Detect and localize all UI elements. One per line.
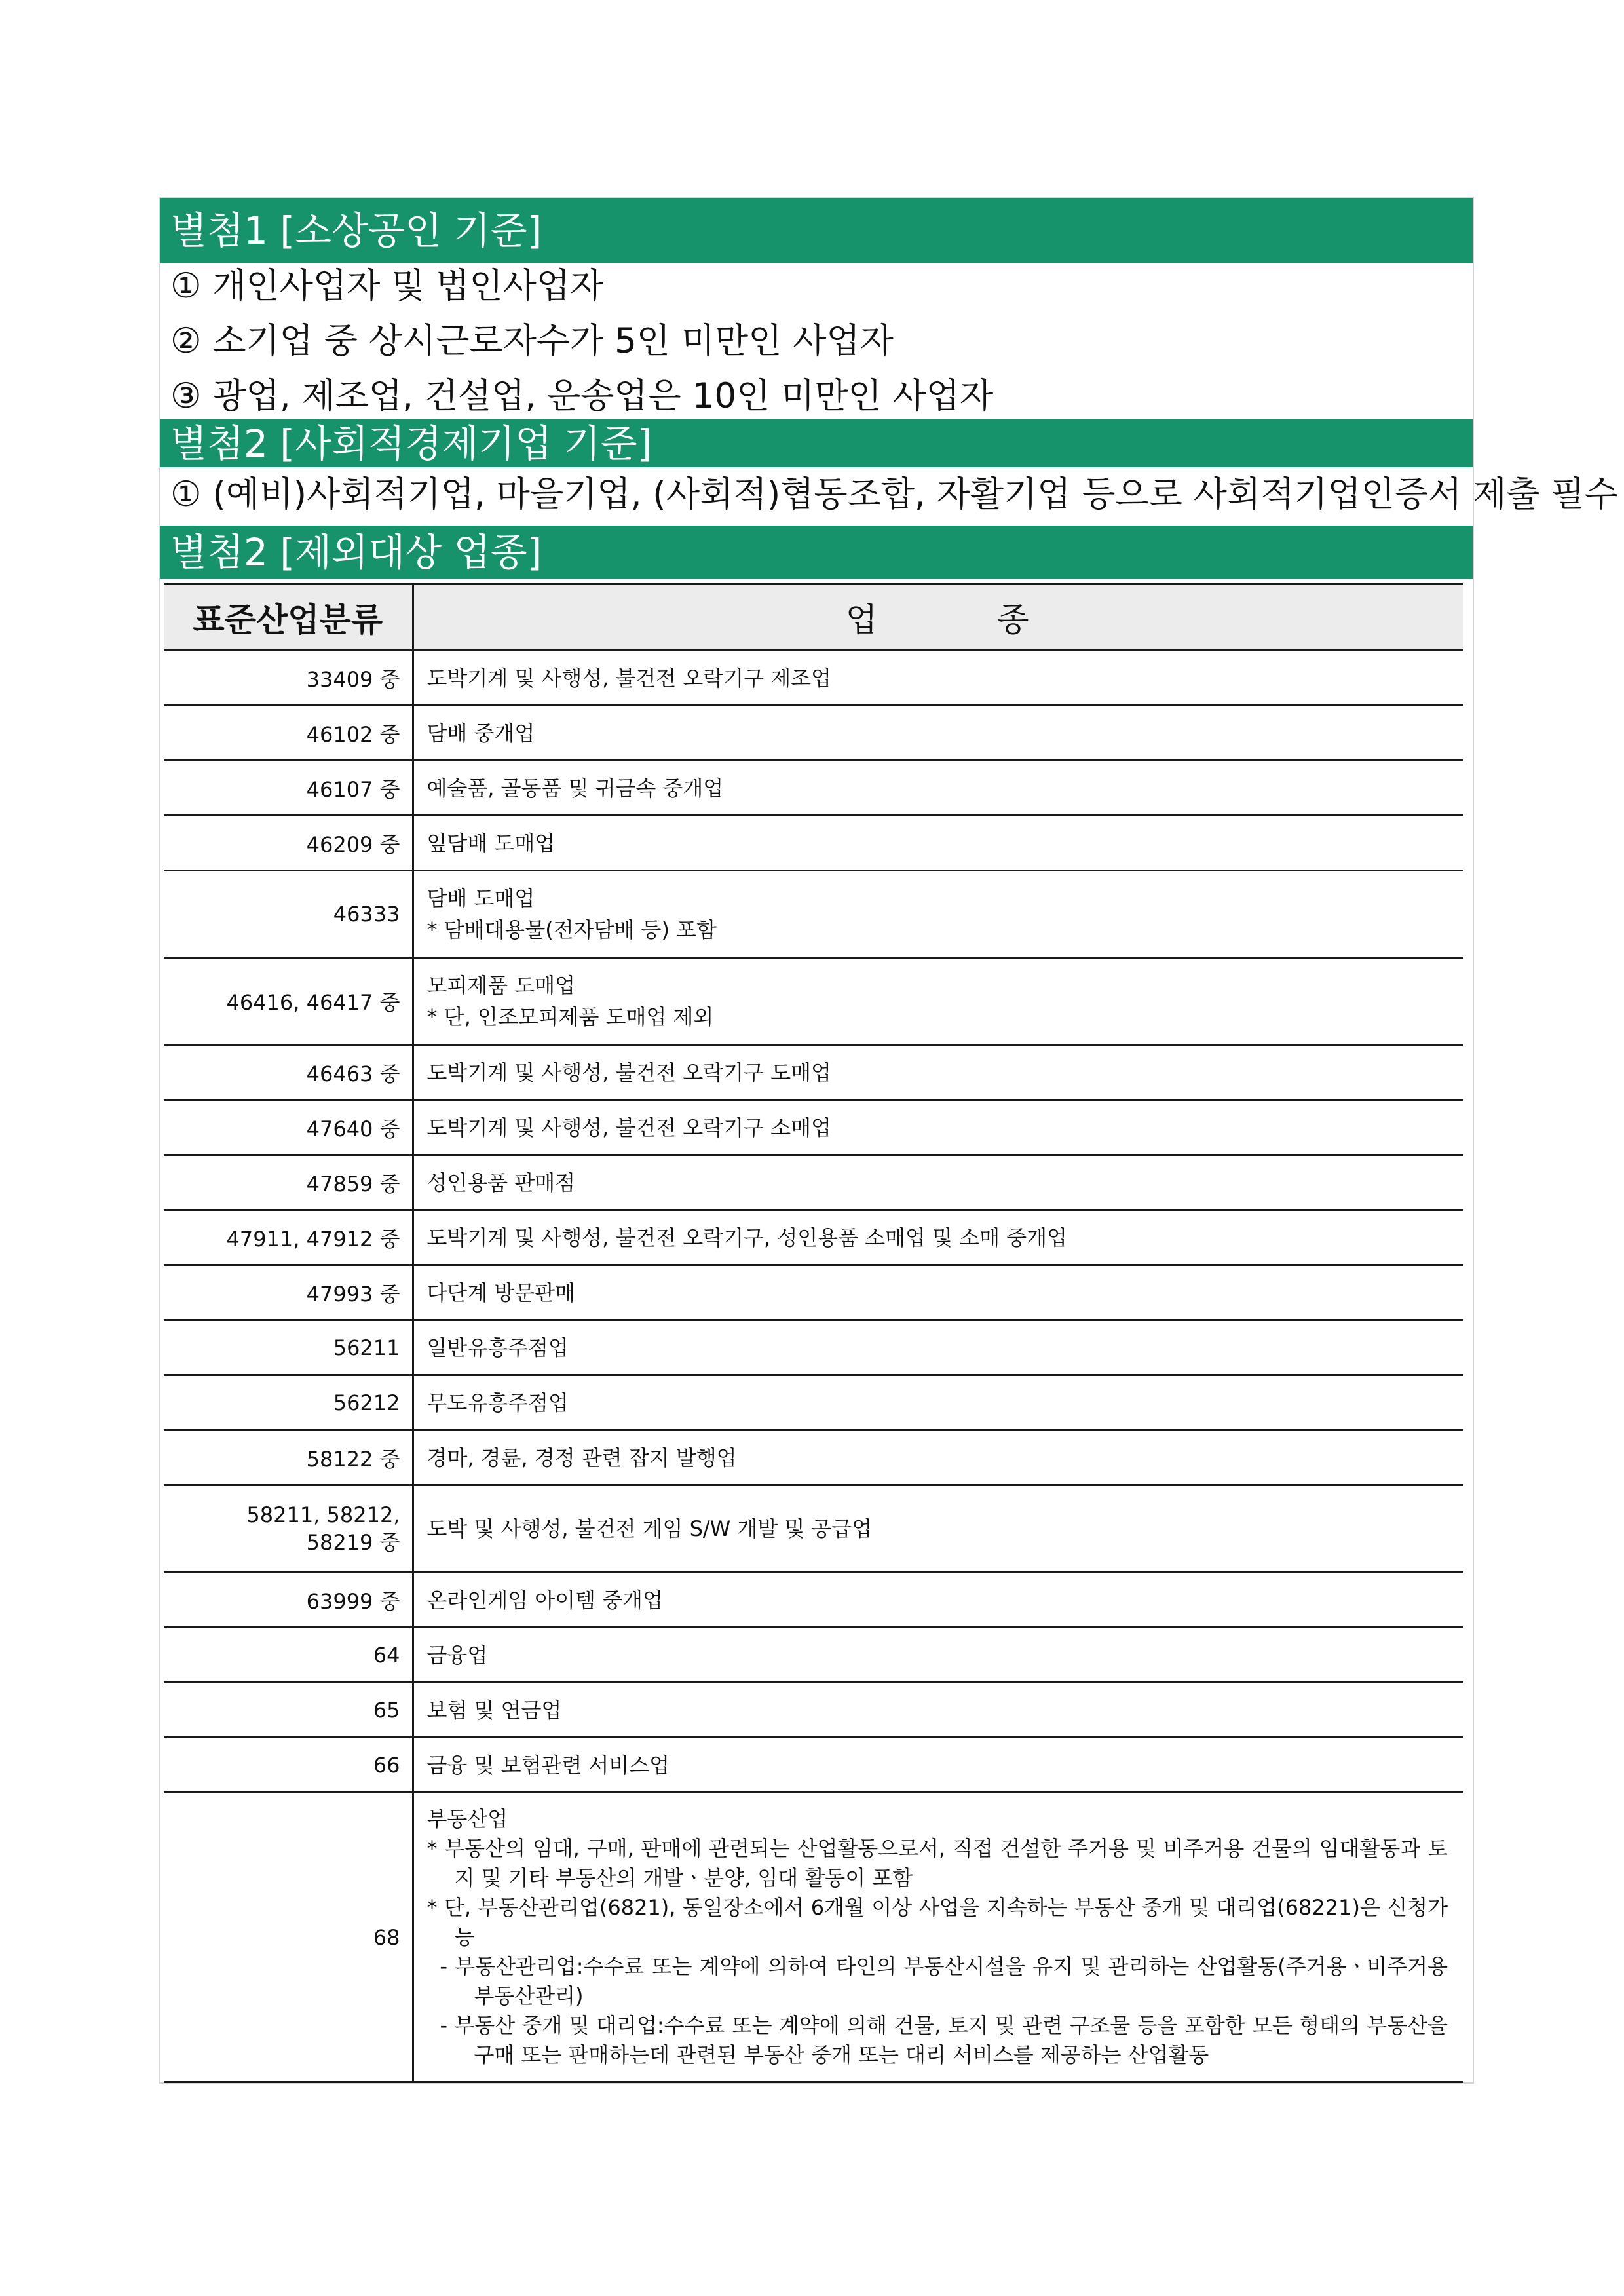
header-classification: 표준산업분류 xyxy=(164,584,413,651)
industry-description xyxy=(413,871,1463,958)
description-text: 도박 및 사행성, 불건전 게임 S/W 개발 및 공급업 xyxy=(426,1516,873,1541)
section2-item-1: ① (예비)사회적기업, 마을기업, (사회적)협동조합, 자활기업 등으로 사회적기업인증서 제출 필수 xyxy=(170,474,1618,514)
description-note: * 부동산의 임대, 구매, 판매에 관련되는 산업활동으로서, 직접 건설한 주거용 및 비주거용 건물의 임대활동과 토지 및 기타 부동산의 개발ㆍ분양, 임대 활동이 포함 xyxy=(426,1836,1448,1890)
table-row xyxy=(164,1265,1463,1320)
industry-code: 68 xyxy=(164,1793,413,2082)
industry-code: 63999 중 xyxy=(164,1573,413,1628)
description-text: 다단계 방문판매 xyxy=(426,1280,576,1305)
table-row xyxy=(164,1430,1463,1485)
industry-code: 46102 중 xyxy=(164,706,413,761)
section1-item-2: ② 소기업 중 상시근로자수가 5인 미만인 사업자 xyxy=(170,321,894,361)
table-row xyxy=(164,1683,1463,1738)
industry-code: 66 xyxy=(164,1738,413,1793)
table-row xyxy=(164,1375,1463,1430)
industry-description xyxy=(413,1793,1463,2082)
industry-description xyxy=(413,958,1463,1045)
header-industry: 업 종 xyxy=(413,584,1463,651)
industry-code: 65 xyxy=(164,1683,413,1738)
table-row xyxy=(164,1573,1463,1628)
table-row xyxy=(164,1628,1463,1683)
industry-description xyxy=(413,1320,1463,1375)
table-row xyxy=(164,651,1463,706)
table-row xyxy=(164,1738,1463,1793)
industry-code: 47993 중 xyxy=(164,1265,413,1320)
industry-description xyxy=(413,1430,1463,1485)
excluded-industries-table xyxy=(164,583,1463,2083)
description-note: * 단, 인조모피제품 도매업 제외 xyxy=(426,1004,714,1029)
industry-description xyxy=(413,1683,1463,1738)
table-body xyxy=(164,651,1463,2082)
description-text: 도박기계 및 사행성, 불건전 오락기구 소매업 xyxy=(426,1115,831,1140)
industry-description xyxy=(413,816,1463,871)
industry-description xyxy=(413,1738,1463,1793)
description-text: 금융 및 보험관련 서비스업 xyxy=(426,1752,670,1778)
industry-code: 47859 중 xyxy=(164,1155,413,1210)
description-text: 도박기계 및 사행성, 불건전 오락기구 제조업 xyxy=(426,665,831,691)
description-text: 경마, 경륜, 경정 관련 잡지 발행업 xyxy=(426,1445,737,1470)
description-text: 금융업 xyxy=(426,1642,488,1668)
description-text: 도박기계 및 사행성, 불건전 오락기구 도매업 xyxy=(426,1060,831,1085)
industry-description xyxy=(413,1045,1463,1100)
industry-code: 46463 중 xyxy=(164,1045,413,1100)
description-text: 예술품, 골동품 및 귀금속 중개업 xyxy=(426,775,724,801)
description-note: - 부동산관리업:수수료 또는 계약에 의하여 타인의 부동산시설을 유지 및 관리하는 산업활동(주거용ㆍ비주거용 부동산관리) xyxy=(440,1954,1448,2008)
section1-title: 별첨1 [소상공인 기준] xyxy=(160,198,1473,263)
industry-description xyxy=(413,1155,1463,1210)
industry-description xyxy=(413,1375,1463,1430)
table-row xyxy=(164,706,1463,761)
description-text: 일반유흥주점업 xyxy=(426,1335,569,1360)
description-text: 보험 및 연금업 xyxy=(426,1697,562,1723)
industry-code: 46209 중 xyxy=(164,816,413,871)
industry-code: 56212 xyxy=(164,1375,413,1430)
table-header-row xyxy=(164,584,1463,651)
description-text: 담배 도매업 xyxy=(426,886,535,911)
industry-code: 56211 xyxy=(164,1320,413,1375)
section1-item-3: ③ 광업, 제조업, 건설업, 운송업은 10인 미만인 사업자 xyxy=(170,376,994,416)
table-row xyxy=(164,816,1463,871)
description-text: 무도유흥주점업 xyxy=(426,1390,569,1415)
description-text: 온라인게임 아이템 중개업 xyxy=(426,1587,663,1613)
industry-code: 64 xyxy=(164,1628,413,1683)
description-text: 도박기계 및 사행성, 불건전 오락기구, 성인용품 소매업 및 소매 중개업 xyxy=(426,1225,1067,1250)
table-row xyxy=(164,1155,1463,1210)
industry-code: 46333 xyxy=(164,871,413,958)
description-text: 모피제품 도매업 xyxy=(426,973,576,998)
description-title: 부동산업 xyxy=(426,1807,508,1831)
industry-code: 33409 중 xyxy=(164,651,413,706)
table-row xyxy=(164,761,1463,816)
industry-code: 46416, 46417 중 xyxy=(164,958,413,1045)
description-note: - 부동산 중개 및 대리업:수수료 또는 계약에 의해 건물, 토지 및 관련 구조물 등을 포함한 모든 형태의 부동산을 구매 또는 판매하는데 관련된 부동산 중개 또는 대리 서비스를 제공하는 산업활동 xyxy=(440,2013,1448,2067)
table-row xyxy=(164,1793,1463,2082)
description-note: * 담배대용물(전자담배 등) 포함 xyxy=(426,917,717,942)
table-row xyxy=(164,1320,1463,1375)
table-row xyxy=(164,1100,1463,1155)
industry-description xyxy=(413,1628,1463,1683)
description-text: 성인용품 판매점 xyxy=(426,1170,576,1195)
description-text: 담배 중개업 xyxy=(426,720,535,746)
industry-description xyxy=(413,1100,1463,1155)
section2-title: 별첨2 [사회적경제기업 기준] xyxy=(160,419,1473,467)
table-row xyxy=(164,1485,1463,1573)
industry-description xyxy=(413,1573,1463,1628)
industry-code: 46107 중 xyxy=(164,761,413,816)
table-row xyxy=(164,958,1463,1045)
industry-description xyxy=(413,761,1463,816)
description-note: * 단, 부동산관리업(6821), 동일장소에서 6개월 이상 사업을 지속하는 부동산 중개 및 대리업(68221)은 신청가능 xyxy=(426,1895,1448,1949)
industry-description xyxy=(413,706,1463,761)
table-row xyxy=(164,871,1463,958)
industry-description xyxy=(413,1210,1463,1265)
industry-code: 58122 중 xyxy=(164,1430,413,1485)
industry-description xyxy=(413,1265,1463,1320)
industry-code: 47911, 47912 중 xyxy=(164,1210,413,1265)
industry-description xyxy=(413,651,1463,706)
section3-title: 별첨2 [제외대상 업종] xyxy=(160,526,1473,579)
industry-description xyxy=(413,1485,1463,1573)
table-row xyxy=(164,1210,1463,1265)
section1-item-1: ① 개인사업자 및 법인사업자 xyxy=(170,266,604,306)
table-row xyxy=(164,1045,1463,1100)
industry-code: 47640 중 xyxy=(164,1100,413,1155)
description-text: 잎담배 도매업 xyxy=(426,830,556,856)
industry-code: 58211, 58212, 58219 중 xyxy=(164,1485,413,1573)
